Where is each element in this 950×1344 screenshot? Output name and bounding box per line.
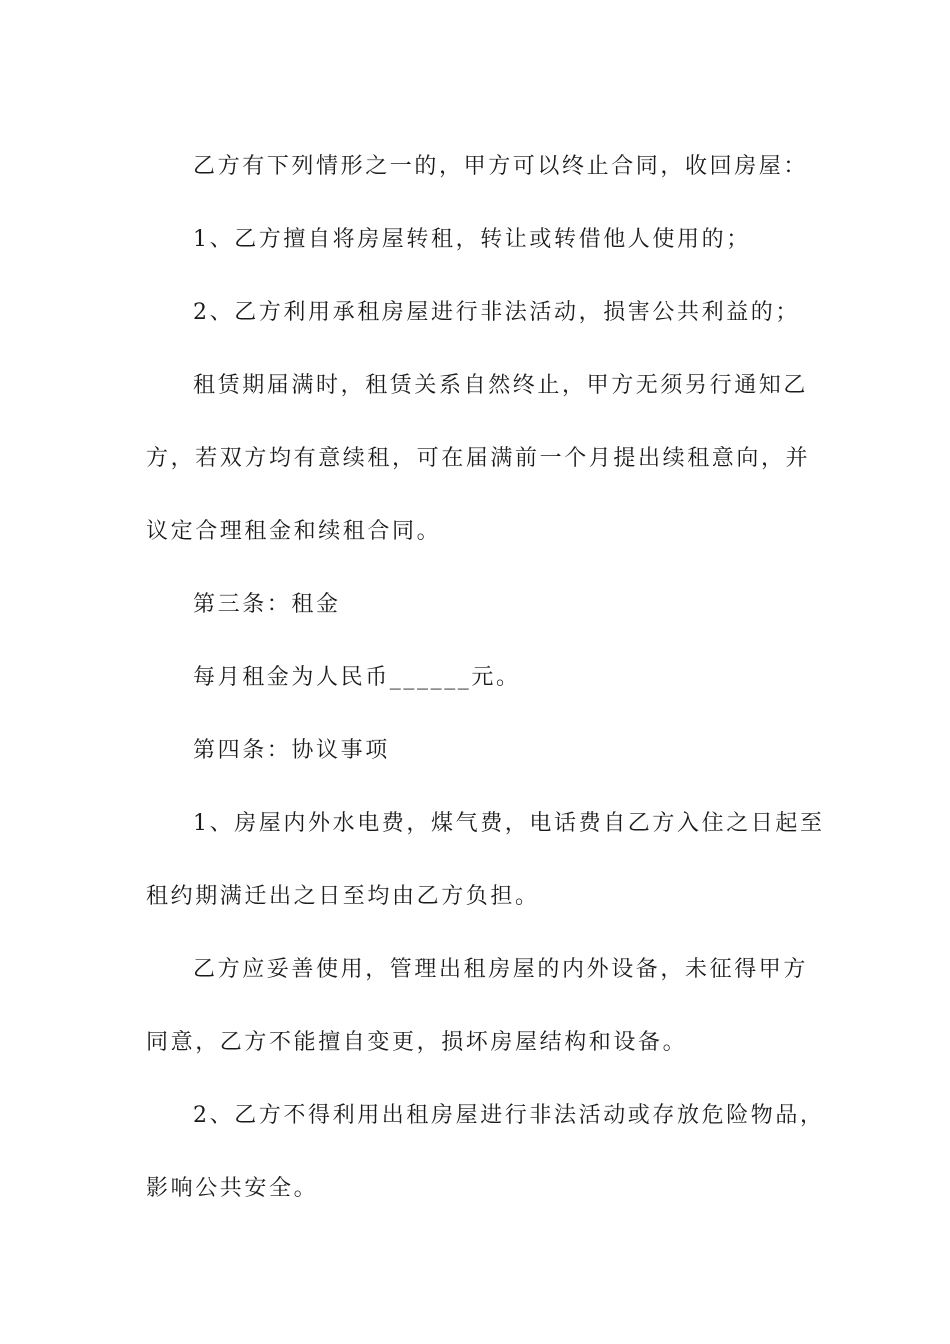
text-line: 乙方应妥善使用，管理出租房屋的内外设备，未征得甲方 (193, 957, 809, 982)
document-body (146, 130, 825, 1225)
text-line: 同意，乙方不能擅自变更，损坏房屋结构和设备。 (146, 1030, 688, 1055)
section-heading: 第三条：租金 (193, 592, 341, 617)
text-line: 方，若双方均有意续租，可在届满前一个月提出续租意向，并 (146, 446, 811, 471)
section-heading: 第四条：协议事项 (193, 738, 390, 763)
text-line: 租赁期届满时，租赁关系自然终止，甲方无须另行通知乙 (193, 373, 809, 398)
text-line: 1、房屋内外水电费，煤气费，电话费自乙方入住之日起至 (193, 811, 825, 836)
text-line: 2、乙方不得利用出租房屋进行非法活动或存放危险物品， (193, 1103, 825, 1128)
text-line: 每月租金为人民币______元。 (193, 665, 521, 690)
text-line: 租约期满迁出之日至均由乙方负担。 (146, 884, 540, 909)
text-line: 2、乙方利用承租房屋进行非法活动，损害公共利益的； (193, 300, 800, 325)
text-line: 影响公共安全。 (146, 1176, 319, 1201)
text-line: 1、乙方擅自将房屋转租，转让或转借他人使用的； (193, 227, 751, 252)
text-line: 议定合理租金和续租合同。 (146, 519, 442, 544)
text-line: 乙方有下列情形之一的，甲方可以终止合同，收回房屋： (193, 154, 809, 179)
